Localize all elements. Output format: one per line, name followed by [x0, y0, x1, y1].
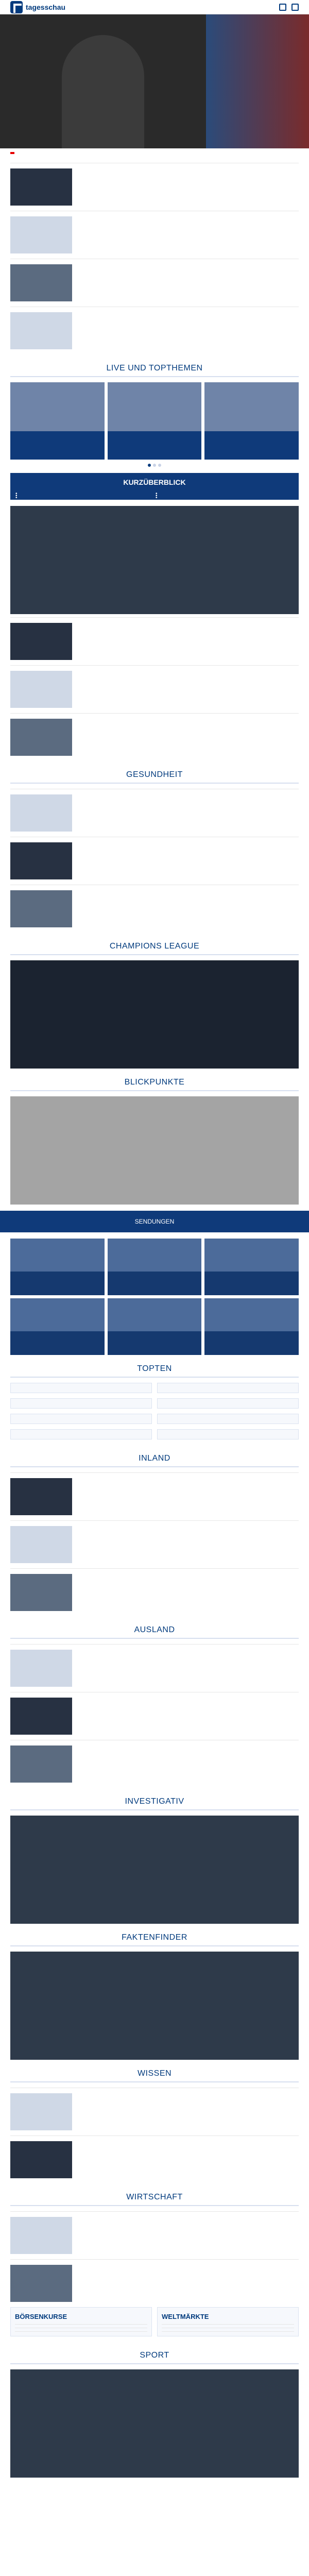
sendungen-tiles: [0, 1239, 309, 1355]
inland-list: [0, 1472, 309, 1616]
section-title-investigativ: INVESTIGATIV: [125, 1797, 184, 1806]
section-rule: [10, 1090, 299, 1091]
wissen-list: [0, 2088, 309, 2183]
section-rule: [10, 1809, 299, 1810]
list-item[interactable]: [10, 837, 299, 885]
topten-item[interactable]: [10, 1414, 152, 1424]
topten-grid: [0, 1383, 309, 1445]
list-item-text: [77, 1478, 299, 1515]
market-row[interactable]: [15, 2328, 147, 2332]
topten-item[interactable]: [157, 1383, 299, 1393]
section-rule: [10, 1466, 299, 1467]
list-item[interactable]: [10, 211, 299, 259]
topten-item[interactable]: [10, 1383, 152, 1393]
card-caption: [108, 431, 202, 437]
list-item-text: [77, 1650, 299, 1687]
sport-image[interactable]: [10, 2369, 299, 2478]
section-rule: [10, 954, 299, 955]
logo[interactable]: [10, 0, 65, 14]
live-card[interactable]: [108, 382, 202, 460]
thumbnail: [10, 2141, 72, 2178]
thumbnail: [10, 1745, 72, 1783]
list-item-text: [77, 2093, 299, 2130]
search-icon[interactable]: [279, 4, 286, 11]
list-item[interactable]: [10, 259, 299, 307]
list-item[interactable]: [10, 1644, 299, 1692]
card-image: [10, 382, 105, 431]
card-caption: [10, 431, 105, 437]
card-image: [204, 382, 299, 431]
sendung-tile[interactable]: [108, 1298, 202, 1355]
carousel-dots: [0, 464, 309, 467]
list-item-text: [77, 794, 299, 832]
welt-title: WELTMÄRKTE: [162, 2313, 209, 2320]
site-header: [0, 0, 309, 14]
hero-meta: [0, 148, 309, 156]
market-row[interactable]: [162, 2328, 294, 2332]
sendungen-title: SENDUNGEN: [134, 1218, 175, 1225]
topten-item[interactable]: [157, 1414, 299, 1424]
ausland-list: [0, 1644, 309, 1788]
list-item-text: [77, 671, 299, 708]
list-item[interactable]: [10, 1568, 299, 1616]
thumbnail: [10, 2217, 72, 2254]
list-item-text: [77, 1574, 299, 1611]
thumbnail: [10, 890, 72, 927]
list-item[interactable]: [10, 713, 299, 761]
thumbnail: [10, 719, 72, 756]
dot[interactable]: [148, 464, 151, 467]
header-icons: [279, 4, 299, 11]
section-title-faktenfinder: FAKTENFINDER: [122, 1933, 187, 1942]
thumbnail: [10, 1526, 72, 1563]
investigativ-image[interactable]: [10, 1816, 299, 1924]
kurz-title: KURZÜBERBLICK: [123, 478, 186, 486]
dot[interactable]: [158, 464, 161, 467]
section-title-champions: CHAMPIONS LEAGUE: [109, 942, 200, 951]
card-image: [108, 382, 202, 431]
hero-person: [62, 35, 144, 148]
sendung-tile[interactable]: [204, 1298, 299, 1355]
list-item-text: [77, 890, 299, 927]
boerse-box: [10, 2307, 152, 2336]
tile-image: [108, 1298, 202, 1331]
section-title-gesundheit: GESUNDHEIT: [126, 770, 183, 779]
section-title-wirtschaft: WIRTSCHAFT: [126, 2193, 183, 2201]
live-card[interactable]: [10, 382, 105, 460]
list-item[interactable]: [10, 2211, 299, 2259]
sendung-tile[interactable]: [10, 1298, 105, 1355]
thumbnail: [10, 168, 72, 206]
dot[interactable]: [153, 464, 156, 467]
section-rule: [10, 2205, 299, 2206]
blickpunkte-image[interactable]: [10, 1096, 299, 1205]
thumbnail: [10, 264, 72, 301]
section-rule: [10, 783, 299, 784]
faktenfinder-image[interactable]: [10, 1952, 299, 2060]
market-row[interactable]: [162, 2321, 294, 2325]
thumbnail: [10, 1478, 72, 1515]
section-title-wissen: WISSEN: [137, 2069, 172, 2078]
thumbnail: [10, 1650, 72, 1687]
section-title-topten: TOPTEN: [137, 1364, 172, 1373]
section-rule: [10, 376, 299, 377]
sendung-tile[interactable]: [108, 1239, 202, 1295]
topten-item[interactable]: [10, 1398, 152, 1409]
tile-image: [204, 1239, 299, 1272]
list-item[interactable]: [10, 665, 299, 713]
section-title-ausland: AUSLAND: [134, 1625, 175, 1634]
sendung-tile[interactable]: [204, 1239, 299, 1295]
list-item-text: [77, 623, 299, 660]
list-item-text: [77, 1745, 299, 1783]
thumbnail: [10, 2265, 72, 2302]
list-item-text: [77, 719, 299, 756]
markets: [0, 2307, 309, 2342]
mid-list: [0, 617, 309, 761]
kurzueberblick: [10, 473, 299, 500]
section-title-blickpunkte: BLICKPUNKTE: [124, 1078, 185, 1087]
topten-item[interactable]: [157, 1429, 299, 1439]
market-row[interactable]: [15, 2321, 147, 2325]
live-cards: [0, 382, 309, 464]
section-rule: [10, 1945, 299, 1946]
thumbnail: [10, 2093, 72, 2130]
menu-icon[interactable]: [291, 4, 299, 11]
hero-flags: [206, 14, 309, 148]
tile-image: [10, 1298, 105, 1331]
list-item[interactable]: [10, 885, 299, 933]
welt-box: [157, 2307, 299, 2336]
topten-item[interactable]: [10, 1429, 152, 1439]
sendung-tile[interactable]: [10, 1239, 105, 1295]
gesundheit-list: [0, 789, 309, 933]
wirtschaft-list: [0, 2211, 309, 2307]
thumbnail: [10, 1574, 72, 1611]
list-item-text: [77, 168, 299, 206]
list-item[interactable]: [10, 307, 299, 354]
list-item[interactable]: [10, 163, 299, 211]
tile-image: [10, 1239, 105, 1272]
section-rule: [10, 1638, 299, 1639]
list-item[interactable]: [10, 2259, 299, 2307]
thumbnail: [10, 623, 72, 660]
list-item[interactable]: [10, 1692, 299, 1740]
live-card[interactable]: [204, 382, 299, 460]
sendungen-banner: [0, 1211, 309, 1232]
thumbnail: [10, 216, 72, 253]
big-story-image[interactable]: [10, 506, 299, 614]
thumbnail: [10, 312, 72, 349]
list-item-text: [77, 2141, 299, 2178]
kurz-list: [15, 490, 294, 495]
list-item-text: [77, 2265, 299, 2302]
boerse-title: BÖRSENKURSE: [15, 2313, 67, 2320]
thumbnail: [10, 842, 72, 879]
list-item-text: [77, 1698, 299, 1735]
market-row[interactable]: [15, 2325, 147, 2328]
list-item-text: [77, 216, 299, 253]
brand-name: tagesschau: [26, 3, 66, 11]
section-title-inland: INLAND: [139, 1454, 170, 1463]
logo-icon: [10, 1, 23, 13]
list-item[interactable]: [10, 1520, 299, 1568]
list-item[interactable]: [10, 789, 299, 837]
list-item-text: [77, 312, 299, 349]
hero-image[interactable]: [0, 14, 309, 148]
list-item[interactable]: [10, 1472, 299, 1520]
list-item-text: [77, 264, 299, 301]
card-caption: [204, 431, 299, 437]
thumbnail: [10, 1698, 72, 1735]
tile-image: [108, 1239, 202, 1272]
list-item-text: [77, 842, 299, 879]
section-rule: [10, 2363, 299, 2364]
market-row[interactable]: [162, 2325, 294, 2328]
section-rule: [10, 1377, 299, 1378]
list-item-text: [77, 2217, 299, 2254]
thumbnail: [10, 794, 72, 832]
list-item[interactable]: [10, 617, 299, 665]
champions-image[interactable]: [10, 960, 299, 1069]
list-item[interactable]: [10, 2088, 299, 2136]
section-rule: [10, 2081, 299, 2082]
hero-badge: [10, 152, 14, 154]
top-list: [0, 163, 309, 354]
topten-item[interactable]: [157, 1398, 299, 1409]
list-item-text: [77, 1526, 299, 1563]
section-title-live: LIVE UND TOPTHEMEN: [106, 364, 203, 372]
list-item[interactable]: [10, 1740, 299, 1788]
section-title-sport: SPORT: [140, 2351, 169, 2360]
list-item[interactable]: [10, 2136, 299, 2183]
tile-image: [204, 1298, 299, 1331]
thumbnail: [10, 671, 72, 708]
